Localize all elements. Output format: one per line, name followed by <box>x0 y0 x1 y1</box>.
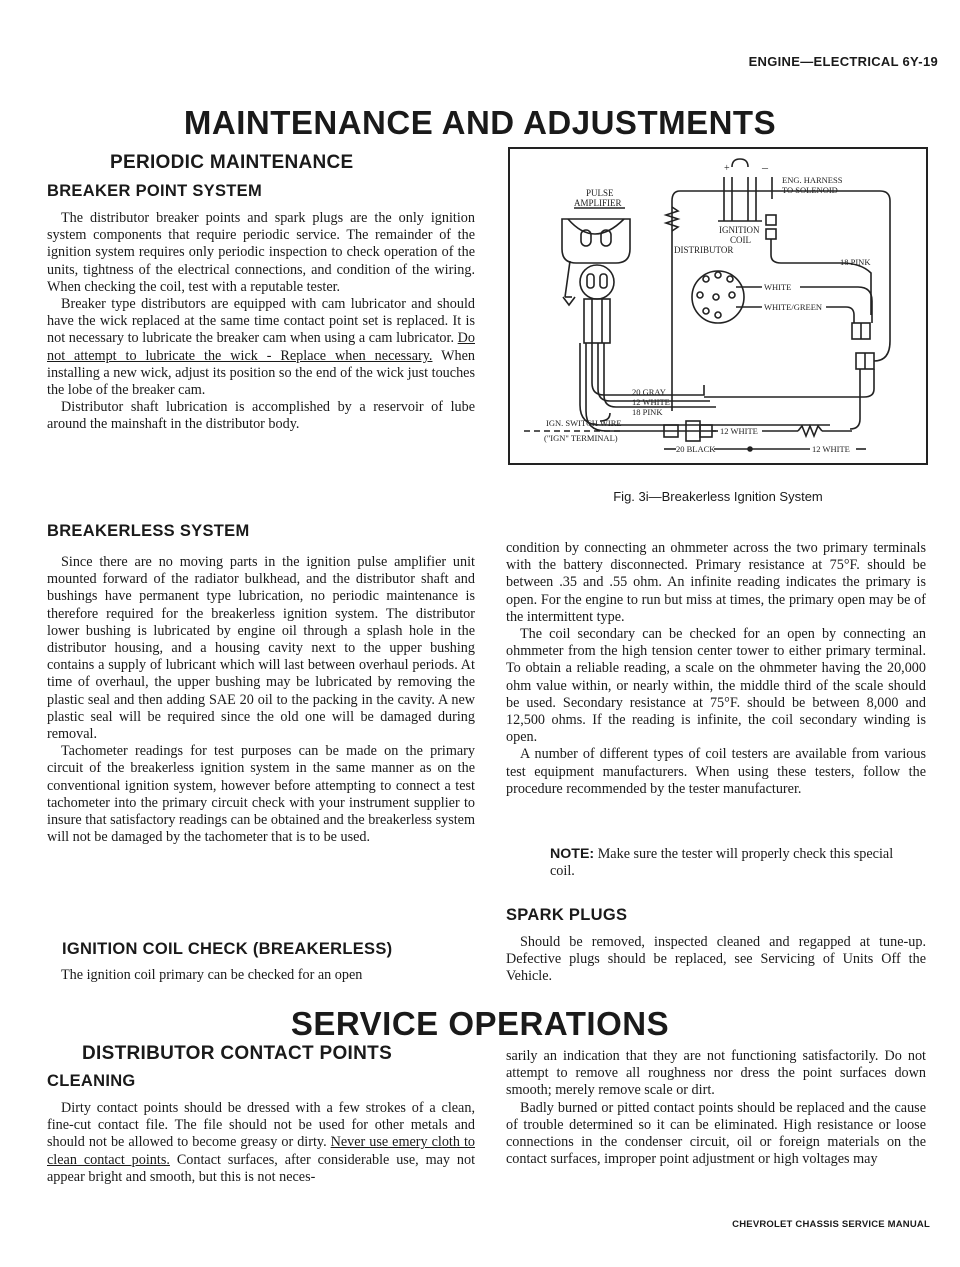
periodic-maintenance-title: PERIODIC MAINTENANCE <box>110 152 354 173</box>
coil-minus-sign: – <box>762 160 768 174</box>
cleaning-para-1-cont: sarily an indication that they are not functioning satisfactorily. Do not attempt to remove all roughness nor dress the point surfaces down smooth; merely remove scale or dirt. <box>506 1048 926 1099</box>
breaker-para-2 <box>47 296 475 399</box>
label-ign-switch-wire: IGN. SWITCH WIRE <box>546 418 622 428</box>
breaker-para-2a: Breaker type distributors are equipped with cam lubricator and should have the wick replaced at the same time contact point set is replaced. It is not necessary to lubricate the breaker cam when using a cam lubricator. <box>47 296 475 347</box>
coil-check-para-3: A number of different types of coil testers are available from various test equipment manufacturers. When using these testers, follow the procedure recommended by the tester manufacturer. <box>506 746 926 797</box>
distributor-contact-points-title: DISTRIBUTOR CONTACT POINTS <box>82 1043 393 1064</box>
label-ign-terminal: ("IGN" TERMINAL) <box>544 433 618 443</box>
ballast-resistor-icon <box>798 426 822 436</box>
coil-check-heading: IGNITION COIL CHECK (BREAKERLESS) <box>62 940 393 958</box>
label-coil: COIL <box>730 235 751 245</box>
pulse-amplifier-icon <box>562 219 630 263</box>
cleaning-heading: CLEANING <box>47 1072 136 1090</box>
breakerless-para-2: Tachometer readings for test purposes can be made on the primary circuit of the breakerless ignition system in the same manner as on the conventional ignition system, however before attempting to connect a test tachometer into the primary circuit check with your instrument supplier to insure that satisfactory readings can be obtained and the breakerless system will not be damaged by the tachometer that is to be used. <box>47 743 475 846</box>
connector-plug-icon <box>580 265 614 299</box>
spark-plugs-para-1: Should be removed, inspected cleaned and regapped at tune-up. Defective plugs should be replaced, see Servicing of Units Off the Vehicle. <box>506 934 926 985</box>
cleaning-para-1a: Dirty contact points should be dressed with a few strokes of a clean, fine-cut contact file. The file should not be used for other metals and should not be allowed to become greasy or dirty. <box>47 1100 475 1151</box>
label-distributor: DISTRIBUTOR <box>674 245 734 255</box>
cleaning-para-1-underlined: Never use emery cloth to clean contact points. <box>47 1134 475 1168</box>
cleaning-para-2: Badly burned or pitted contact points should be replaced and the cause of trouble determined so it can be eliminated. High resistance or loose connections in the condenser circuit, oil or foreign materials on the contact surfaces, improper point adjustment or high voltages may <box>506 1099 926 1168</box>
figure-caption: Fig. 3i—Breakerless Ignition System <box>613 489 823 504</box>
footer-manual-name: CHEVROLET CHASSIS SERVICE MANUAL <box>732 1219 930 1230</box>
service-operations-title: SERVICE OPERATIONS <box>290 1005 670 1042</box>
running-header: ENGINE—ELECTRICAL 6Y-19 <box>748 54 938 69</box>
breakerless-ignition-diagram <box>508 147 928 465</box>
breaker-para-1: The distributor breaker points and spark plugs are the only ignition system components that require periodic service. The remainder of the ignition system requires only periodic inspection to check operation of the units, tightness of the electrical connections, and condition of the wiring. When checking the coil, test with a reputable tester. <box>47 210 475 295</box>
coil-check-body-cont <box>506 540 926 798</box>
coil-plus-sign: + <box>724 163 730 174</box>
note-text: Make sure the tester will properly check this special coil. <box>550 846 894 880</box>
cleaning-para-1 <box>47 1100 475 1186</box>
label-18-pink: 18 PINK <box>840 257 871 267</box>
spark-plugs-body <box>506 934 926 986</box>
label-12-white-b: 12 WHITE <box>720 426 758 436</box>
label-amplifier: AMPLIFIER <box>574 198 622 208</box>
wiring-schematic <box>510 149 926 463</box>
breakerless-para-1: Since there are no moving parts in the ignition pulse amplifier unit mounted forward of the radiator bulkhead, and the distributor shaft and bushings have permanent type lubrication, no periodic maintenance is therefore required for the breakerless ignition system. The distributor lower bushing is lubricated by engine oil through a splash hole in the distributor housing, and a housing cavity next to the upper bushing contains a supply of lubricant which will last between overhaul periods. At time of overhaul, the upper bushing may be lubricated by removing the plastic seal and then adding SAE 20 oil to the packing in the cavity. A new plastic seal will be required since the old one will be damaged during removal. <box>47 554 475 743</box>
label-white: WHITE <box>764 282 792 292</box>
note-label: NOTE: <box>550 846 595 862</box>
cleaning-para-1b: Contact surfaces, after considerable use, may not appear bright and smooth, but this is not neces- <box>47 1151 476 1185</box>
breakerless-heading: BREAKERLESS SYSTEM <box>47 522 250 540</box>
cleaning-body <box>47 1100 475 1186</box>
label-white-green: WHITE/GREEN <box>764 302 823 312</box>
breaker-point-heading: BREAKER POINT SYSTEM <box>47 182 263 200</box>
label-18-pink-lower: 18 PINK <box>632 407 663 417</box>
coil-check-para-1-cont: condition by connecting an ohmmeter across the two primary terminals with the battery disconnected. Primary resistance at 75°F. should be between .35 and .55 ohm. An infinite reading indicates the primary is open. For the engine to run but miss at times, the primary open may be of the intermittent type. <box>506 540 926 625</box>
coil-check-para-1-start: The ignition coil primary can be checked for an open <box>61 967 363 983</box>
label-20-black: 20 BLACK <box>676 444 716 454</box>
label-20-gray: 20 GRAY <box>632 387 666 397</box>
label-to-solenoid: TO SOLENOID <box>782 185 838 195</box>
label-eng-harness: ENG. HARNESS <box>782 175 843 185</box>
breaker-point-body <box>47 210 475 434</box>
coil-check-para-2: The coil secondary can be checked for an open by connecting an ohmmeter from the high tension center tower to either primary terminal. To obtain a reliable reading, a scale on the ohmmeter having the 20,000 ohm value within, or nearly within, the middle third of the scale should be used. Secondary resistance at 75°F. should be between 8,000 and 12,500 ohms. If the reading is infinite, the coil secondary winding is open. <box>506 626 926 746</box>
note-box <box>550 846 910 880</box>
label-pulse: PULSE <box>586 188 614 198</box>
breaker-para-2-underlined: Do not attempt to lubricate the wick - Replace when necessary. <box>47 330 475 364</box>
breaker-para-3: Distributor shaft lubrication is accomplished by a reservoir of lube around the mainshaft in the distributor body. <box>47 399 475 433</box>
coil-check-body-start <box>47 967 475 984</box>
label-12-white-c: 12 WHITE <box>812 444 850 454</box>
spark-plugs-heading: SPARK PLUGS <box>506 906 628 924</box>
label-12-white: 12 WHITE <box>632 397 670 407</box>
label-ignition: IGNITION <box>719 225 760 235</box>
main-title: MAINTENANCE AND ADJUSTMENTS <box>183 104 777 141</box>
cleaning-body-cont <box>506 1048 926 1168</box>
breakerless-body <box>47 554 475 846</box>
breaker-para-2b: When installing a new wick, adjust its position so the end of the wick just touches the lobe of the breaker cam. <box>47 347 475 399</box>
